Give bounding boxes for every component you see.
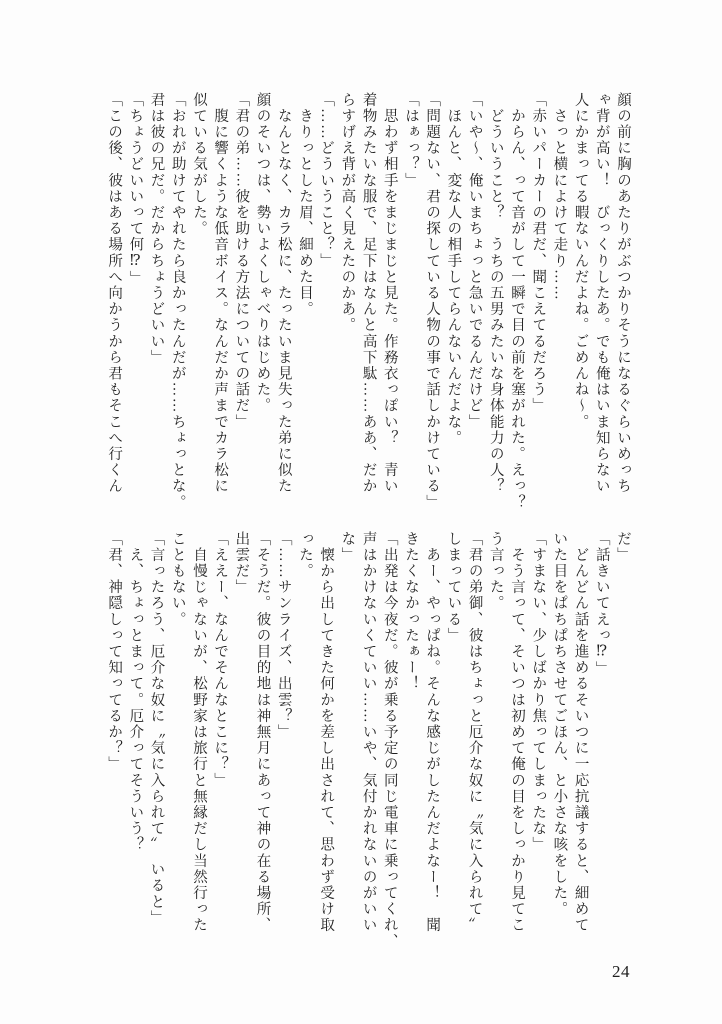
text-line: こともない。 (169, 531, 186, 628)
text-line: どういうこと？ うちの五男みたいな身体能力の人？ (487, 92, 504, 495)
text-line: った。 (296, 531, 313, 580)
text-line: 腹に響くような低音ボイス。なんだか声までカラ松に (212, 92, 229, 495)
text-line: 出雲だ」 (233, 531, 250, 596)
text-line: 声はかけないくていい……いや、気付かれないのがいい (360, 531, 377, 934)
text-line: 「赤いパーカーの君だ、聞こえてるだろう」 (530, 92, 547, 414)
text-line: 「君の弟御、彼はちょっと厄介な奴に〝気に入られて〟 (466, 531, 483, 934)
text-line: しまっている」 (445, 531, 462, 644)
text-line: 「ええー、なんでそんなとこに？」 (212, 531, 229, 789)
text-line: 人にかまってる暇ないんだよね。ごめんね～。 (572, 92, 589, 431)
text-block-bottom (99, 531, 633, 969)
text-line: 思わず相手をまじまじと見た。作務衣っぽい？ 青い (381, 92, 398, 495)
text-line: え、ちょっとまって。厄介ってそういう？ (127, 531, 144, 853)
text-line: 「出発は今夜だ。彼が乗る予定の同じ電車に乗ってくれ、 (381, 531, 398, 950)
text-line: 「話きいてえっ⁉」 (593, 531, 610, 678)
page-number: 24 (612, 962, 630, 981)
text-block-top (99, 92, 633, 530)
text-line: なんとなく、カラ松に、たったいま見失った弟に似た (275, 92, 292, 495)
text-line: さっと横によけて走り…… (551, 92, 568, 302)
text-line: いた目をぱちぱちさせてごほん、と小さな咳をした。 (551, 531, 568, 918)
text-line: 「そうだ。彼の目的地は神無月にあって神の在る場所、 (254, 531, 271, 934)
text-line: な」 (339, 531, 356, 564)
text-line: 顔のそいつは、勢いよくしゃべりはじめた。 (254, 92, 271, 414)
text-line: 「はぁっ？」 (402, 92, 419, 189)
text-line: らすげえ背が高く見えたのかあ。 (339, 92, 356, 334)
text-line: 「……どういうこと？」 (318, 92, 335, 270)
text-line: 「君、神隠しって知ってるか？」 (106, 531, 123, 773)
text-line: 着物みたいな服で、足下はなんと高下駄……ああ、だか (360, 92, 377, 495)
text-line: 「言ったろう、厄介な奴に〝気に入られて〟 いると」 (148, 531, 165, 927)
text-line: からん、って音がして一瞬で目の前を塞がれた。えっ？ (508, 92, 525, 511)
text-line: あー、やっぱね。そんな感じがしたんだよなー！ 聞 (424, 531, 441, 934)
text-line: う言った。 (487, 531, 504, 612)
text-line: 「問題ない、君の探している人物の事で話しかけている」 (424, 92, 441, 511)
text-line: 懐から出してきた何かを差し出されて、思わず受け取 (318, 531, 335, 934)
text-line: 「おれが助けてやれたら良かったんだが……ちょっとな。 (169, 92, 186, 511)
text-line: どんどん話を進めるそいつに一応抗議すると、細めて (572, 531, 589, 934)
text-line: ほんと、変な人の相手してらんないんだよな。 (445, 92, 462, 447)
text-line: 「ちょうどいいって何⁉」 (127, 92, 144, 287)
text-line: だ」 (615, 531, 631, 564)
text-line: 「君の弟……彼を助ける方法についての話だ」 (233, 92, 250, 431)
text-line: 自慢じゃないが、松野家は旅行と無縁だし当然行った (190, 531, 207, 934)
text-line: 「すまない、少しばかり焦ってしまったな」 (530, 531, 547, 853)
text-line: 似ている気がした。 (190, 92, 207, 237)
text-line: ゃ背が高い！ びっくりしたあ。でも俺はいま知らない (593, 92, 610, 495)
text-line: 君は彼の兄だ。だからちょうどいい」 (148, 92, 165, 366)
text-line: そう言って、そいつは初めて俺の目をしっかり見てこ (508, 531, 525, 934)
text-line: きりっとした眉、細めた目。 (296, 92, 313, 318)
text-line: 「いや～、俺いまちょっと急いでるんだけど」 (466, 92, 483, 431)
text-line: 顔の前に胸のあたりがぶつかりそうになるぐらいめっち (615, 92, 631, 495)
text-line: きたくなかったぁー！ (402, 531, 419, 692)
text-line: 「……サンライズ、出雲？」 (275, 531, 292, 741)
text-line: 「この後、彼はある場所へ向かうから君もそこへ行くん (106, 92, 123, 495)
